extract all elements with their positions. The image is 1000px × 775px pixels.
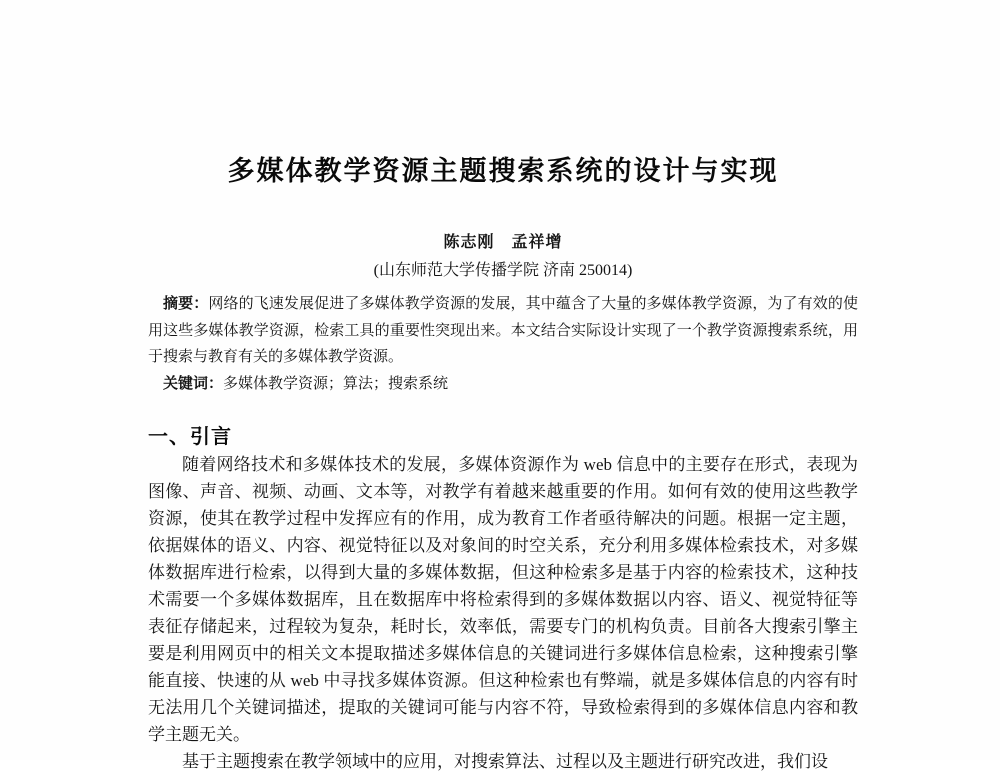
paper-title: 多媒体教学资源主题搜索系统的设计与实现 bbox=[227, 156, 779, 186]
keywords-text: 多媒体教学资源；算法；搜索系统 bbox=[223, 375, 449, 392]
authors: 陈志刚 孟祥增 bbox=[443, 234, 563, 251]
abstract bbox=[148, 291, 858, 371]
paragraph-introduction-2-clipped: 基于主题搜索在教学领域中的应用，对搜索算法、过程以及主题进行研究改进，我们设 bbox=[182, 752, 828, 771]
paragraph-introduction-1: 随着网络技术和多媒体技术的发展，多媒体资源作为 web 信息中的主要存在形式，表现为图像、声音、视频、动画、文本等，对教学有着越来越重要的作用。如何有效的使用这些教学资源，使其在教学过程中发挥应有的作用，成为教育工作者亟待解决的问题。根据一定主题，依据媒体的语义、内容、视觉特征以及对象间的时空关系，充分利用多媒体检索技术，对多媒体数据库进行检索，以得到大量的多媒体数据，但这种检索多是基于内容的检索技术，这种技术需要一个多媒体数据库，且在数据库中将检索得到的多媒体数据以内容、语义、视觉特征等表征存储起来，过程较为复杂，耗时长，效率低，需要专门的机构负责。目前各大搜索引擎主要是利用网页中的相关文本提取描述多媒体信息的关键词进行多媒体信息检索，这种搜索引擎能直接、快速的从 web 中寻找多媒体资源。但这种检索也有弊端，就是多媒体信息的内容有时无法用几个关键词描述，提取的关键词可能与内容不符，导致检索得到的多媒体信息内容和教学主题无关。 bbox=[148, 455, 858, 744]
section-heading-introduction: 一、引言 bbox=[148, 426, 232, 448]
keywords-label: 关键词： bbox=[163, 374, 224, 392]
affiliation: (山东师范大学传播学院 济南 250014) bbox=[373, 262, 633, 279]
abstract-text: 网络的飞速发展促进了多媒体教学资源的发展，其中蕴含了大量的多媒体教学资源，为了有效的使用这些多媒体教学资源，检索工具的重要性突现出来。本文结合实际设计实现了一个教学资源搜索系统，用于搜索与教育有关的多媒体教学资源。 bbox=[148, 296, 858, 365]
keywords bbox=[148, 371, 858, 398]
abstract-label: 摘要： bbox=[163, 295, 209, 312]
